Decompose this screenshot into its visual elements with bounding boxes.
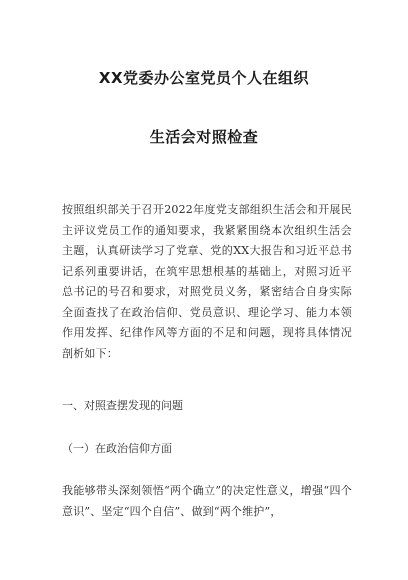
document-title-line-1: XX党委办公室党员个人在组织: [98, 69, 310, 87]
subsection-paragraph: 我能够带头深刻领悟“两个确立”的决定性意义，增强“四个意识”、坚定“四个自信”、做到“两个维护”，: [62, 484, 352, 518]
document-title-line-2: 生活会对照检查: [149, 128, 259, 146]
subsection-heading: （一）在政治信仰方面: [62, 442, 172, 455]
intro-paragraph: 按照组织部关于召开2022年度党支部组织生活会和开展民主评议党员工作的通知要求，我紧紧围绕本次组织生活会主题，认真研读学习了党章、党的XX大报告和习近平总书记系列重要讲话，在筑牢思想根基的基础上，对照习近平总书记的号召和要求，对照党员义务，紧密结合自身实际全面查找了在政治信仰、党员意识、理论学习、能力本领作用发挥、纪律作风等方面的不足和问题，现将具体情况剖析如下：: [62, 203, 352, 360]
section-heading: 一、对照查摆发现的问题: [62, 399, 183, 412]
